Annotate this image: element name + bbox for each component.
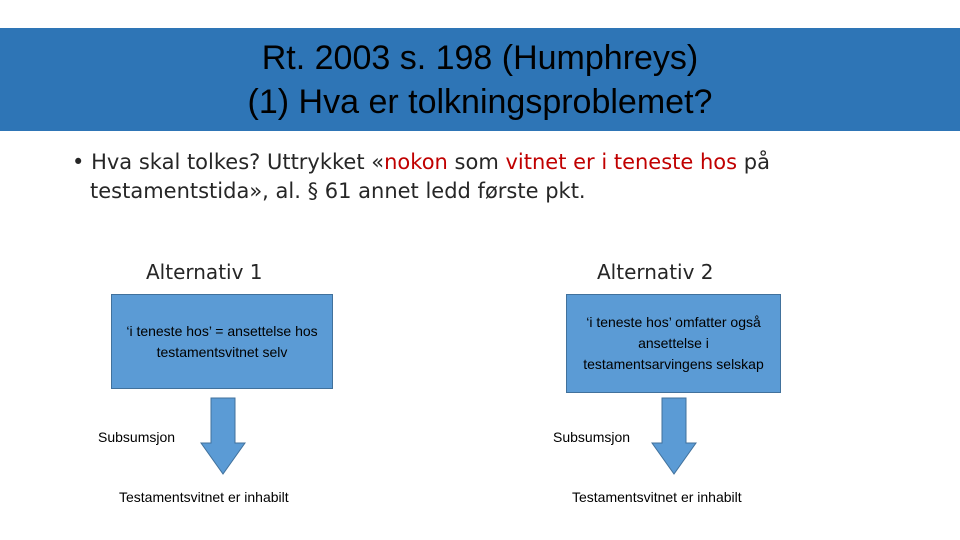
- alternative-1-subsumsjon: Subsumsjon: [98, 429, 176, 445]
- alternative-2-box: ‘i teneste hos’ omfatter også ansettelse i testamentsarvingens selskap: [566, 294, 781, 393]
- alternative-2-result: Testamentsvitnet er inhabilt: [572, 489, 742, 505]
- alternative-2-subsumsjon: Subsumsjon: [553, 429, 631, 445]
- bullet-text-part-3: på testamentstida», al. § 61 annet ledd første pkt.: [90, 150, 770, 203]
- alternative-2-label: Alternativ 2: [597, 260, 714, 284]
- slide-title-line-1: Rt. 2003 s. 198 (Humphreys): [261, 39, 699, 77]
- highlight-nokon: nokon: [384, 150, 448, 174]
- bullet-text-part-1: Hva skal tolkes? Uttrykket «: [91, 150, 385, 174]
- slide-title-line-2: (1) Hva er tolkningsproblemet?: [247, 83, 713, 121]
- highlight-vitnet-i-teneste: vitnet er i teneste hos: [505, 150, 738, 174]
- alternative-1-box: ‘i teneste hos’ = ansettelse hos testamentsvitnet selv: [111, 294, 333, 389]
- bullet-point: [72, 148, 880, 206]
- bullet-text-part-2: som: [447, 150, 506, 174]
- alternative-1-result: Testamentsvitnet er inhabilt: [119, 489, 289, 505]
- alternative-2-arrow: [651, 397, 697, 475]
- alternative-1-arrow: [200, 397, 246, 475]
- bullet-marker: •: [72, 150, 85, 174]
- alternative-1-label: Alternativ 1: [146, 260, 263, 284]
